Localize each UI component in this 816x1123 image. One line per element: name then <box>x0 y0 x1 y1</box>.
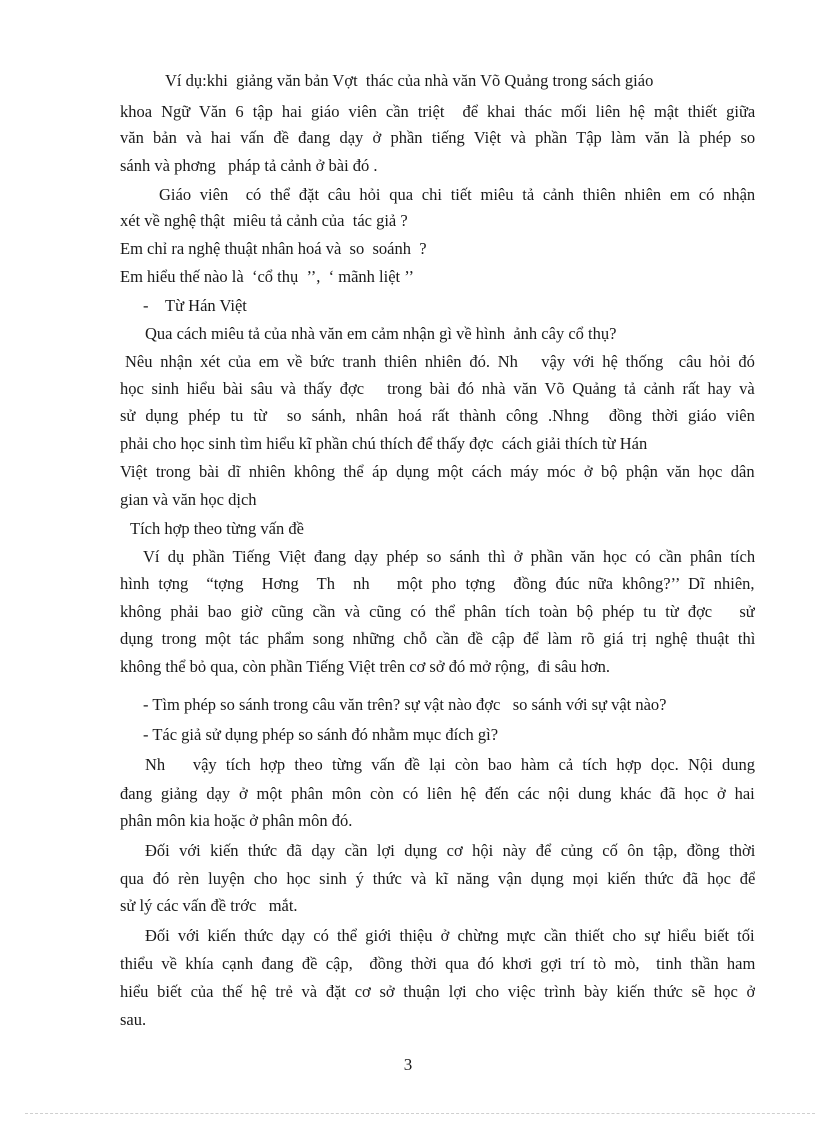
text-line: không phải bao giờ cũng cần và cũng có thể phân tích toàn bộ phép tu từ đợc sử <box>120 602 755 621</box>
text-line: đang giảng dạy ở một phân môn còn có liên hệ đến các nội dung khác đã học ở hai <box>120 784 755 803</box>
text-line: Đối với kiến thức đã dạy cần lợi dụng cơ hội này để củng cố ôn tập, đồng thời <box>145 841 755 860</box>
text-line: Đối với kiến thức dạy có thể giới thiệu ở chừng mực cần thiết cho sự hiểu biết tối <box>145 926 755 945</box>
text-line: Nêu nhận xét của em về bức tranh thiên nhiên đó. Nh vậy với hệ thống câu hỏi đó <box>125 352 755 371</box>
section-heading: Tích hợp theo từng vấn đề <box>130 519 304 538</box>
bullet-symbol: - <box>143 296 149 315</box>
text-line: văn bản và hai vấn đề đang dạy ở phần tiếng Việt và phần Tập làm văn là phép so <box>120 128 755 147</box>
page-number: 3 <box>403 1055 413 1074</box>
text-line: sử dụng phép tu từ so sánh, nhân hoá rất thành công .Nhng đồng thời giáo viên <box>120 406 755 425</box>
text-line: sau. <box>120 1010 147 1029</box>
text-line: thiểu về khía cạnh đang đề cập, đồng thời qua đó khơi gợi trí tò mò, tinh thần ham <box>120 954 755 973</box>
text-line: Qua cách miêu tả của nhà văn em cảm nhận gì về hình ảnh cây cổ thụ? <box>145 324 617 343</box>
text-line: dụng trong một tác phẩm song những chỗ cần đề cập để làm rõ giá trị nghệ thuật thì <box>120 629 755 648</box>
text-line: hình tợng “tợng Hơng Th nh một pho tợng đồng đúc nữa không?’’ Dĩ nhiên, <box>120 574 755 593</box>
text-line: phải cho học sinh tìm hiểu kĩ phần chú thích để thấy đợc cách giải thích từ Hán <box>120 434 648 453</box>
question-line: - Tìm phép so sánh trong câu văn trên? sự vật nào đợc so sánh với sự vật nào? <box>143 695 667 714</box>
text-line: hiểu biết của thế hệ trẻ và đặt cơ sở thuận lợi cho việc trình bày kiến thức sẽ học ở <box>120 982 755 1001</box>
text-line: xét về nghệ thật miêu tả cảnh của tác giả ? <box>120 211 408 230</box>
text-line: khoa Ngữ Văn 6 tập hai giáo viên cần triệt để khai thác mối liên hệ mật thiết giữa <box>120 102 755 121</box>
text-line: học sinh hiểu bài sâu và thấy đợc trong bài đó nhà văn Võ Quảng tả cảnh rất hay và <box>120 379 755 398</box>
text-line: gian và văn học dịch <box>120 490 257 509</box>
text-line: sánh và phơng pháp tả cảnh ở bài đó . <box>120 156 378 175</box>
text-line: Ví dụ:khi giảng văn bản Vợt thác của nhà văn Võ Quảng trong sách giáo <box>165 71 654 90</box>
text-line: sử lý các vấn đề trớc mắt. <box>120 896 298 915</box>
bullet-item-text: Từ Hán Việt <box>165 296 247 315</box>
text-line: phân môn kia hoặc ở phân môn đó. <box>120 811 353 830</box>
footer-divider <box>25 1113 815 1114</box>
text-line: Việt trong bài dĩ nhiên không thể áp dụng một cách máy móc ở bộ phận văn học dân <box>120 462 755 481</box>
text-line: Giáo viên có thể đặt câu hỏi qua chi tiết miêu tả cảnh thiên nhiên em có nhận <box>159 185 755 204</box>
text-line: Ví dụ phần Tiếng Việt đang dạy phép so sánh thì ở phần văn học có cần phân tích <box>143 547 755 566</box>
text-line: Nh vậy tích hợp theo từng vấn đề lại còn bao hàm cả tích hợp dọc. Nội dung <box>145 755 755 774</box>
text-line: không thể bỏ qua, còn phần Tiếng Việt trên cơ sở đó mở rộng, đi sâu hơn. <box>120 657 611 676</box>
text-line: Em chỉ ra nghệ thuật nhân hoá và so soánh ? <box>120 239 427 258</box>
text-line: qua đó rèn luyện cho học sinh ý thức và kĩ năng vận dụng mọi kiến thức đã học để <box>120 869 755 888</box>
question-line: - Tác giả sử dụng phép so sánh đó nhằm mục đích gì? <box>143 725 499 744</box>
text-line: Em hiểu thế nào là ‘cổ thụ ’’, ‘ mãnh liệt ’’ <box>120 267 414 286</box>
